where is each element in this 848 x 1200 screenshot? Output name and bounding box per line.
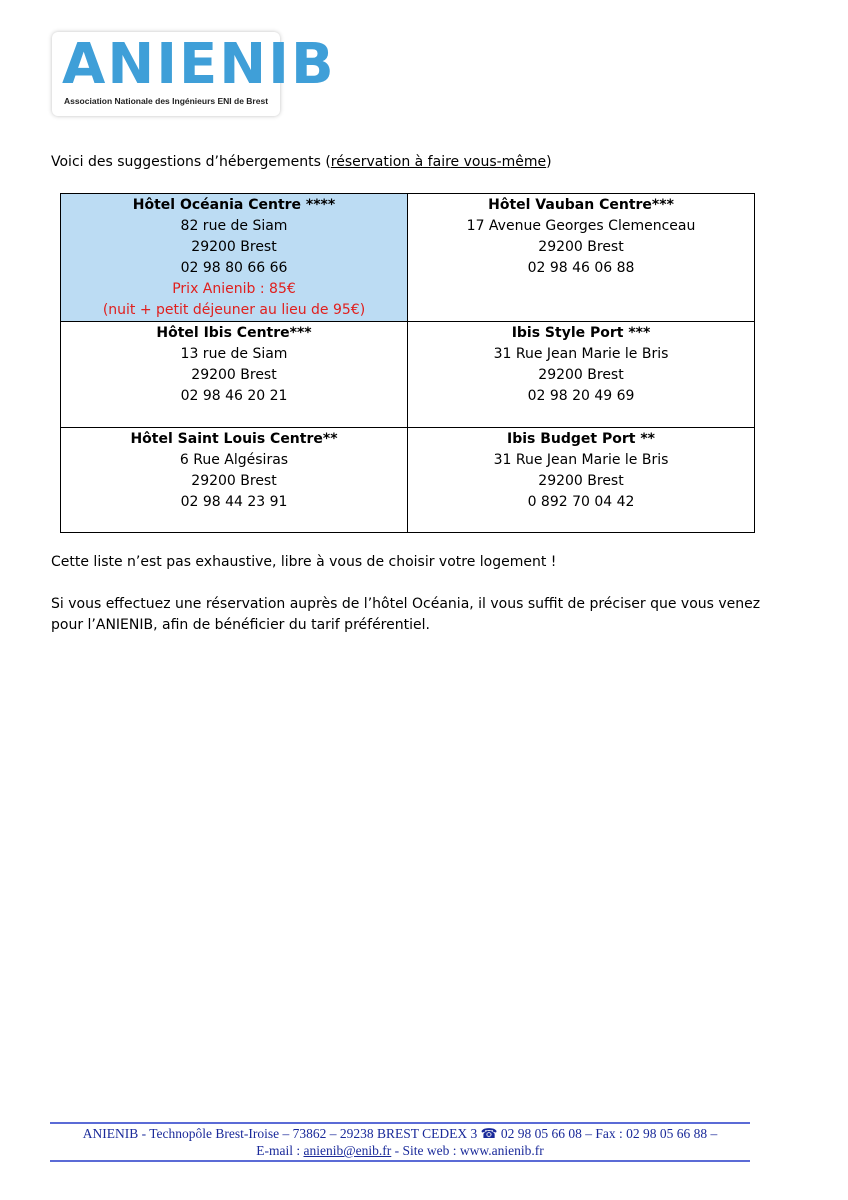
hotel-phone: 02 98 20 49 69	[527, 388, 635, 404]
footer-contact: E-mail : anienib@enib.fr - Site web : www.anienib.fr	[256, 1143, 544, 1158]
hotel-price: Prix Anienib : 85€	[172, 281, 296, 297]
hotel-city: 29200 Brest	[191, 239, 277, 255]
hotel-phone: 02 98 44 23 91	[180, 494, 288, 510]
footer-address: ANIENIB - Technopôle Brest-Iroise – 73862 – 29238 BREST CEDEX 3 ☎ 02 98 05 66 08 – Fax : 02 98 05 66 88 –	[82, 1126, 718, 1141]
hotel-name: Hôtel Vauban Centre***	[488, 197, 674, 213]
hotel-name: Hôtel Océania Centre ****	[132, 197, 336, 213]
hotel-address: 6 Rue Algésiras	[179, 452, 289, 468]
table-row	[61, 428, 755, 533]
email-link[interactable]: anienib@enib.fr	[303, 1143, 392, 1158]
booking-paragraph	[51, 594, 771, 636]
hotel-name: Hôtel Saint Louis Centre**	[130, 431, 338, 447]
intro-underlined: réservation à faire vous-même	[330, 154, 547, 170]
hotel-address: 13 rue de Siam	[180, 346, 288, 362]
hotel-cell-ibis-budget	[408, 428, 755, 533]
table-row	[61, 322, 755, 428]
hotel-city: 29200 Brest	[191, 473, 277, 489]
footer-rule-bottom	[50, 1160, 750, 1162]
hotel-phone: 02 98 80 66 66	[180, 260, 288, 276]
hotel-city: 29200 Brest	[538, 473, 624, 489]
hotel-phone: 0 892 70 04 42	[527, 494, 635, 510]
hotel-name: Ibis Style Port ***	[511, 325, 651, 341]
exhaustive-note: Cette liste n’est pas exhaustive, libre à vous de choisir votre logement !	[51, 554, 557, 570]
hotel-address: 82 rue de Siam	[180, 218, 288, 234]
hotel-city: 29200 Brest	[538, 367, 624, 383]
hotel-address: 31 Rue Jean Marie le Bris	[493, 346, 669, 362]
logo-tagline: Association Nationale des Ingénieurs ENI de Brest	[63, 96, 269, 106]
hotel-phone: 02 98 46 06 88	[527, 260, 635, 276]
hotel-address: 17 Avenue Georges Clemenceau	[466, 218, 696, 234]
logo-wordmark: ANIENIB	[62, 32, 336, 97]
booking-line: pour l’ANIENIB, afin de bénéficier du tarif préférentiel.	[51, 617, 430, 633]
intro-text: Voici des suggestions d’hébergements (réservation à faire vous-même)	[51, 154, 552, 170]
footer-rule-top	[50, 1122, 750, 1124]
table-row	[61, 194, 755, 322]
footer	[50, 1125, 750, 1159]
hotel-cell-oceania	[61, 194, 408, 322]
booking-line: Si vous effectuez une réservation auprès de l’hôtel Océania, il vous suffit de préciser que vous venez	[51, 596, 761, 612]
website-text: - Site web : www.anienib.fr	[391, 1143, 544, 1158]
hotel-name: Hôtel Ibis Centre***	[156, 325, 312, 341]
hotel-address: 31 Rue Jean Marie le Bris	[493, 452, 669, 468]
hotels-table	[60, 193, 755, 533]
anienib-logo	[52, 32, 336, 116]
hotel-cell-saint-louis	[61, 428, 408, 533]
hotel-cell-ibis-centre	[61, 322, 408, 428]
hotel-cell-ibis-style	[408, 322, 755, 428]
hotel-price-note: (nuit + petit déjeuner au lieu de 95€)	[102, 302, 366, 318]
hotel-city: 29200 Brest	[191, 367, 277, 383]
hotel-phone: 02 98 46 20 21	[180, 388, 288, 404]
hotel-city: 29200 Brest	[538, 239, 624, 255]
hotel-cell-vauban	[408, 194, 755, 322]
hotel-name: Ibis Budget Port **	[507, 431, 655, 447]
